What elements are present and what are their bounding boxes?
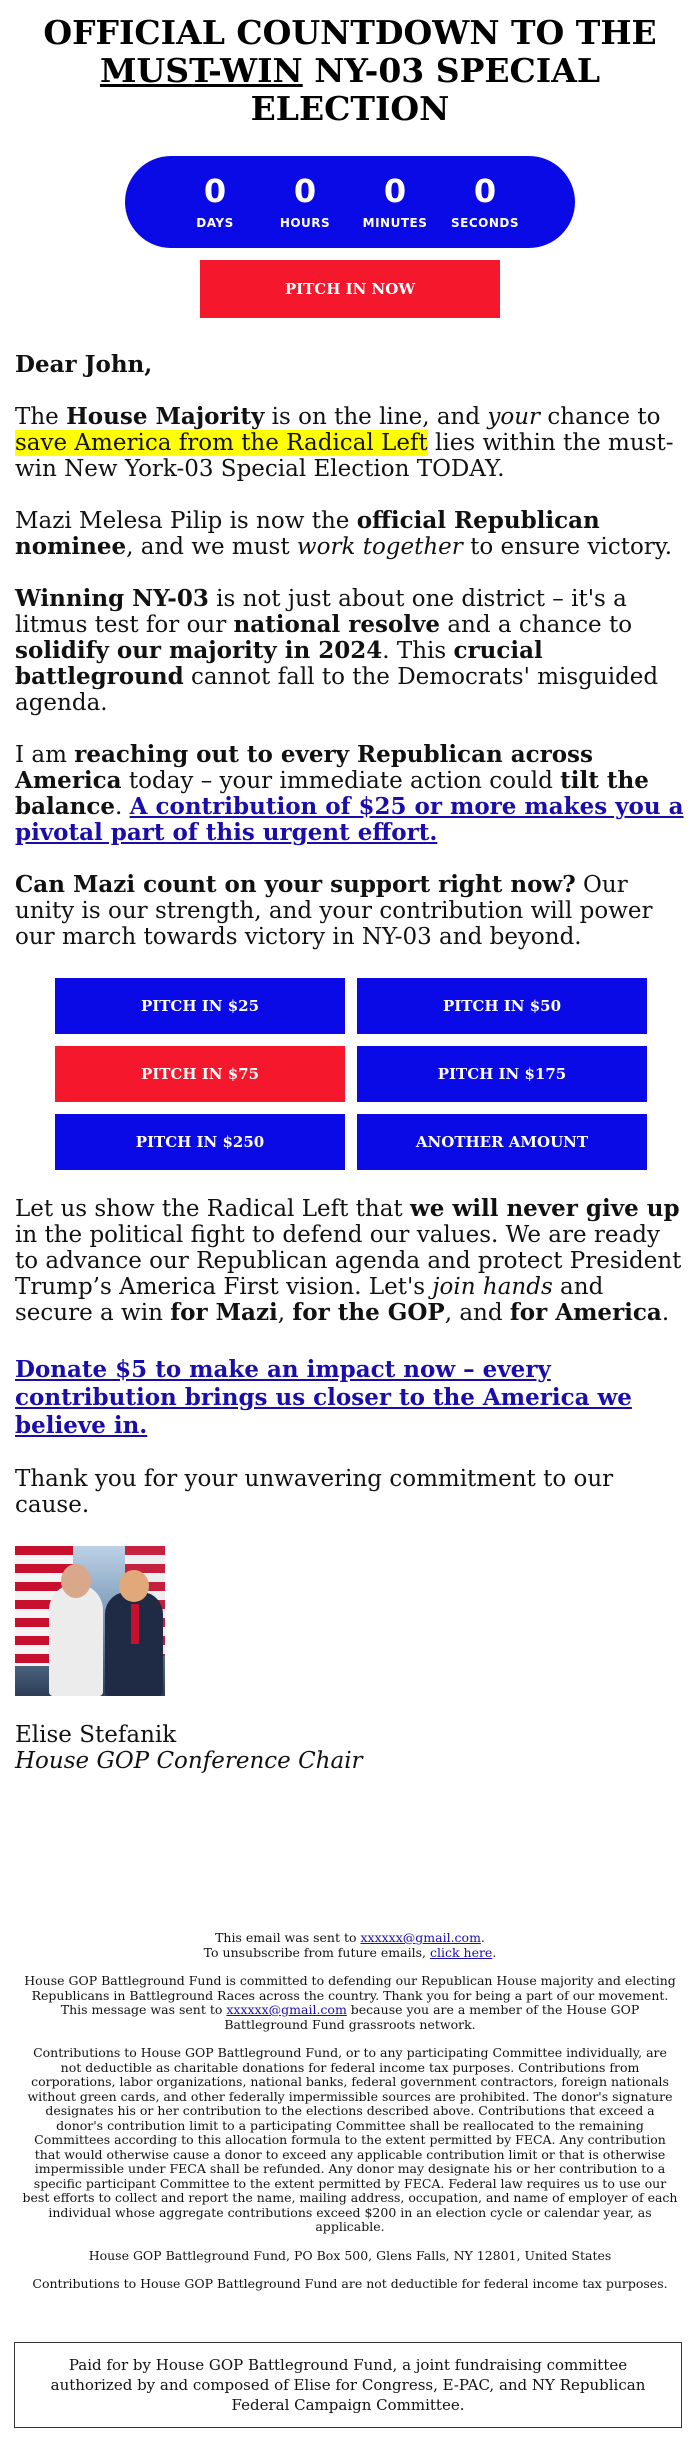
bold-text: Winning NY-03 [15,585,209,612]
countdown-minutes-value: 0 [383,172,407,210]
text: because you are a member of the House GOP Battleground Fund grassroots network. [224,2002,640,2032]
letter-body [0,352,700,1774]
paid-for-text: Paid for by House GOP Battleground Fund, a joint fundraising committee authorized by and composed of Elise for Congress, E-PAC, and NY Republican Federal Campaign Committee. [50,2356,646,2414]
person-head [119,1570,149,1602]
email-footer [0,1931,700,2292]
text: Mazi Melesa Pilip is now the [15,508,357,534]
countdown-timer [125,156,575,248]
bold-text: for America [509,1299,662,1326]
title-line-2-rest: NY-03 SPECIAL [302,51,601,90]
text: . This [382,638,454,664]
countdown-hours-value: 0 [293,172,317,210]
signature-block [15,1722,685,1774]
person-figure [49,1584,103,1696]
highlighted-text: save America from the Radical Left [15,430,428,456]
bold-text: crucial battleground [15,637,543,690]
italic-text: work together [296,534,463,560]
signer-photo [15,1546,165,1696]
paragraph-3 [15,586,685,716]
text: The [15,404,67,430]
text: is on the line, and [264,404,488,430]
text: to ensure victory. [462,534,673,560]
pitch-in-175-button[interactable]: PITCH IN $175 [357,1046,647,1102]
italic-text: join hands [432,1274,553,1300]
pitch-in-25-button[interactable]: PITCH IN $25 [55,978,345,1034]
text: I am [15,742,75,768]
tie-shape [131,1604,139,1644]
text: chance to [540,404,661,430]
bold-text: Can Mazi count on your support right now? [15,871,576,898]
text: lies within the must-win New York-03 Special Election TODAY. [15,430,674,482]
mailing-address: House GOP Battleground Fund, PO Box 500, Glens Falls, NY 12801, United States [88,2247,612,2263]
text: is not just about one district – it's a litmus test for our [15,586,627,638]
text: . [492,1944,497,1960]
text: in the political fight to defend our values. We are ready to advance our Republican agenda and protect President Trump’s America First vision. Let's [15,1222,682,1300]
donate-5-link[interactable]: Donate $5 to make an impact now – every contribution brings us closer to the America we believe in. [15,1356,632,1439]
text: and a chance to [440,612,633,638]
countdown-seconds-value: 0 [473,172,497,210]
greeting: Dear John, [15,351,153,378]
text: . [661,1300,670,1326]
contribution-25-link[interactable]: A contribution of $25 or more makes you a pivotal part of this urgent effort. [15,793,684,846]
paragraph-2 [15,508,685,560]
text: . [480,1930,485,1945]
paragraph-1 [15,404,685,482]
bold-text: reaching out to every Republican across America [15,741,593,794]
text: cannot fall to the Democrats' misguided agenda. [15,664,659,716]
bold-text: we will never give up [409,1195,680,1222]
signature-name: Elise Stefanik [15,1722,177,1748]
mission-statement [22,1974,678,2032]
paid-for-disclaimer [14,2342,682,2428]
bold-text: for Mazi [170,1299,278,1326]
sent-to-line [22,1931,678,1946]
text: Our unity is our strength, and your contribution will power our march towards victory in NY-03 and beyond. [15,872,653,950]
bold-text: tilt the balance [15,767,649,820]
text: This email was sent to [215,1930,361,1945]
text: . [115,794,130,820]
another-amount-button[interactable]: ANOTHER AMOUNT [357,1114,647,1170]
pitch-in-now-button[interactable]: PITCH IN NOW [200,260,500,318]
text: and secure a win [15,1274,604,1326]
paragraph-4 [15,742,685,846]
donate-5-paragraph [15,1356,685,1440]
email-page [0,14,700,2446]
signature-title: House GOP Conference Chair [15,1748,363,1774]
person-head [61,1564,91,1598]
bold-text: official Republican nominee [15,507,600,560]
member-email-link[interactable]: xxxxxx@gmail.com [226,2002,347,2017]
bold-text: House Majority [66,403,265,430]
text: , and [444,1300,510,1326]
title-line-3: ELECTION [250,89,450,128]
recipient-email-link[interactable]: xxxxxx@gmail.com [360,1930,481,1945]
text: Let us show the Radical Left that [15,1196,410,1222]
title-line-1: OFFICIAL COUNTDOWN TO THE [43,13,657,52]
countdown-seconds [440,174,530,230]
bold-text: for the GOP [292,1299,445,1326]
countdown-minutes [350,174,440,230]
countdown-days [170,174,260,230]
text: today – your immediate action could [121,768,561,794]
paragraph-5 [15,872,685,950]
countdown-seconds-label: SECONDS [451,216,519,230]
page-title [30,14,670,128]
italic-text: your [487,404,541,430]
unsubscribe-link[interactable]: click here [429,1944,493,1960]
legal-disclaimer: Contributions to House GOP Battleground Fund, or to any participating Committee individually, are not deductible as charitable donations for federal income tax purposes. Contributions from corporations, labor organizations, national banks, federal government contractors, foreign nationals without green cards, and other federally impermissible sources are prohibited. The donor's signature designates his or her contribution to the elections described above. Contributions that exceed a donor's contribution limit to a participating Committee shall be reallocated to the remaining Committees according to this allocation formula to the extent permitted by FECA. Any contribution that would otherwise cause a donor to exceed any applicable contribution limit or that is otherwise impermissible under FECA shall be refunded. Any donor may designate his or her contribution to a specific participant Committee to the extent permitted by FECA. Federal law requires us to use our best efforts to collect and report the name, mailing address, occupation, and name of employer of each individual whose aggregate contributions exceed $200 in an election cycle or calendar year, as applicable. [22,2045,678,2234]
text: To unsubscribe from future emails, [203,1944,430,1960]
unsubscribe-line [22,1946,678,1961]
bold-text: national resolve [233,611,441,638]
pitch-in-75-button[interactable]: PITCH IN $75 [55,1046,345,1102]
thank-you-text: Thank you for your unwavering commitment to our cause. [15,1466,614,1518]
donation-button-grid [55,978,685,1170]
text: , [277,1300,293,1326]
countdown-minutes-label: MINUTES [362,216,428,230]
title-underlined-text: MUST-WIN [99,51,303,90]
countdown-days-value: 0 [203,172,227,210]
paragraph-6 [15,1196,685,1326]
bold-text: solidify our majority in 2024 [15,637,383,664]
countdown-hours-label: HOURS [279,216,331,230]
countdown-hours [260,174,350,230]
pitch-in-250-button[interactable]: PITCH IN $250 [55,1114,345,1170]
text: , and we must [126,534,297,560]
pitch-in-50-button[interactable]: PITCH IN $50 [357,978,647,1034]
text: House GOP Battleground Fund is committed to defending our Republican House majority and electing Republicans in Battleground Races across the country. Thank you for being a part of our movement. This message was sent to [24,1973,676,2017]
countdown-days-label: DAYS [196,216,234,230]
tax-note: Contributions to House GOP Battleground Fund are not deductible for federal income tax purposes. [32,2276,668,2291]
